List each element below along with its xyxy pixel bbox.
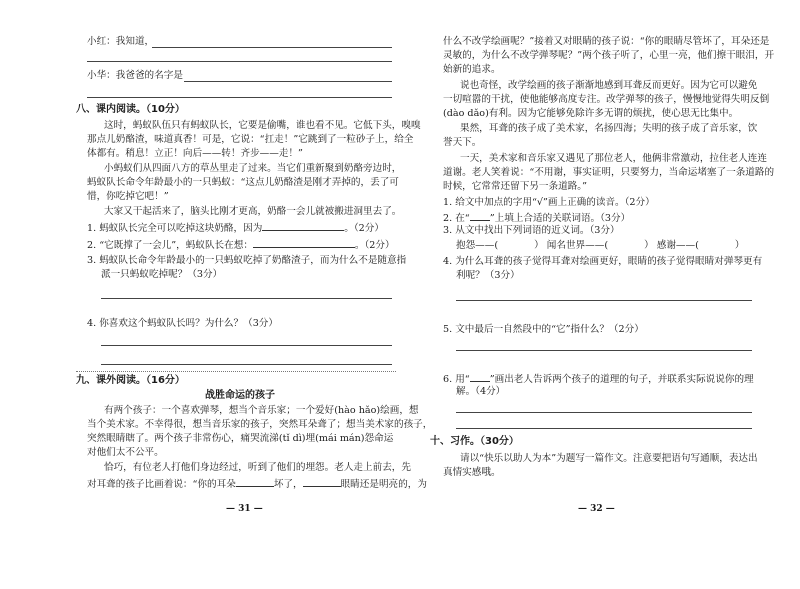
answer-line[interactable] xyxy=(456,350,752,351)
question-text: 2. “它既撑了一会儿” xyxy=(87,240,177,251)
paragraph-line: 有两个孩子：一个喜欢弹琴，想当个音乐家；一个爱好(hào hǎo)绘画，想 xyxy=(104,405,419,416)
answer-blank[interactable] xyxy=(236,477,274,487)
answer-blank[interactable] xyxy=(470,211,490,221)
paragraph-line: 那点儿奶酪渣，味道真香！可是，它说：“扛走！”它跳到了一粒砂子上，给全 xyxy=(87,134,414,145)
question-text: ，蚂蚁队长在想： xyxy=(176,240,253,251)
paragraph-line: 说也奇怪，改学绘画的孩子渐渐地感到耳聋反而更好。因为它可以避免 xyxy=(460,80,758,91)
paragraph-line: 这时，蚂蚁队伍只有蚂蚁队长，它要是偷嘴，谁也看不见。它低下头，嗅嗅 xyxy=(104,120,421,131)
paragraph-line: 时候，它常常还留下另一条道路。” xyxy=(443,181,588,192)
answer-line[interactable] xyxy=(456,300,752,301)
answer-blank[interactable] xyxy=(303,477,341,487)
synonym-prompt: ） 感谢——( xyxy=(644,240,699,251)
text: 坏了， xyxy=(273,479,303,490)
question-2 xyxy=(87,238,395,252)
question-2 xyxy=(443,211,630,225)
paragraph-line: 真情实感哦。 xyxy=(443,467,501,478)
page-number: — 32 — xyxy=(578,504,615,514)
paragraph-line: 体都有。稍息！立正！向后——转！齐步——走！” xyxy=(87,148,303,159)
paragraph-line xyxy=(87,477,427,491)
dialog-xiaohua: 小华：我爸爸的名字是 xyxy=(87,70,183,81)
question-text: 1. 蚂蚁队长完全可以吃掉这块奶酪，因为 xyxy=(87,223,263,234)
paragraph-line: 蚂蚁队长命令年龄最小的一只蚂蚁：“这点儿奶酪渣是刚才弄掉的，丢了可 xyxy=(87,177,399,188)
answer-blank[interactable] xyxy=(253,238,355,248)
question-text: ”上填上合适的关联词语。（3分） xyxy=(489,213,631,224)
question-3-line: 派一只蚂蚁吃掉呢？（3分） xyxy=(101,269,223,280)
story-title: 战胜命运的孩子 xyxy=(205,390,275,401)
question-6 xyxy=(443,372,754,386)
question-4-line: 4. 为什么耳聋的孩子觉得耳聋对绘画更好，眼睛的孩子觉得眼睛对弹琴更有 xyxy=(443,256,763,267)
question-6-line: 解。（4分） xyxy=(456,386,506,397)
paragraph-line: 对他们太不公平。 xyxy=(87,447,164,458)
section-10-title: 十、习作。（30分） xyxy=(430,436,519,447)
answer-line-xiaohong[interactable] xyxy=(152,47,392,48)
paragraph-line: 一天，美术家和音乐家又遇见了那位老人，他俩非常激动，拉住老人连连 xyxy=(460,153,767,164)
text: 眼睛还是明亮的，为 xyxy=(340,479,427,490)
paragraph-line: 突然眼睛瞎了。两个孩子非常伤心，痛哭流涕(tǐ dì)埋(mái mán)怨命运 xyxy=(87,433,394,444)
paragraph-line: 果然，耳聋的孩子成了美术家，名扬四海；失明的孩子成了音乐家，饮 xyxy=(460,123,758,134)
answer-line-xiaohua[interactable] xyxy=(184,81,392,82)
answer-blank[interactable] xyxy=(470,372,490,382)
synonym-prompt: 抱怨——( xyxy=(456,240,499,251)
question-4: 4. 你喜欢这个蚂蚁队长吗？为什么？（3分） xyxy=(87,318,278,329)
synonym-prompt: ） 闻名世界——( xyxy=(534,240,609,251)
paragraph-line: 当个美术家。不幸得很，想当音乐家的孩子，突然耳朵聋了；想当美术家的孩子， xyxy=(87,419,433,430)
paragraph-line: 小蚂蚁们从四面八方的草丛里走了过来。当它们重新聚到奶酪旁边时， xyxy=(104,163,402,174)
paragraph-line: 誉天下。 xyxy=(443,137,482,148)
answer-line[interactable] xyxy=(101,298,392,299)
answer-line[interactable] xyxy=(456,412,752,413)
answer-line[interactable] xyxy=(87,61,392,62)
paragraph-line: 惜，你吃掉它吧！” xyxy=(87,191,169,202)
question-3-line: 3. 蚂蚁队长命令年龄最小的一只蚂蚁吃掉了奶酪渣子，而为什么不是随意指 xyxy=(87,255,407,266)
answer-line[interactable] xyxy=(101,364,392,365)
paragraph-line: 什么不改学绘画呢？”接着又对眼睛的孩子说：“你的眼睛尽管坏了，耳朵还是 xyxy=(443,36,770,47)
answer-line[interactable] xyxy=(101,345,392,346)
question-5: 5. 文中最后一自然段中的“它”指什么？（2分） xyxy=(443,324,644,335)
right-page xyxy=(400,0,800,589)
question-score: 。（2分） xyxy=(344,223,384,234)
paragraph-line: 灵敏的，为什么不改学弹琴呢？”两个孩子听了，心里一亮，他们擦干眼泪，开 xyxy=(443,50,775,61)
answer-line[interactable] xyxy=(456,428,752,429)
paragraph-line: 一切喧嚣的干扰，使他能够高度专注。改学弹琴的孩子，慢慢地觉得失明反倒 xyxy=(443,94,770,105)
paragraph-line: 请以“快乐以助人为本”为题写一篇作文。注意要把语句写通顺，表达出 xyxy=(460,453,758,464)
question-text: 2. 在“ xyxy=(443,213,470,224)
paragraph-line: 道谢。老人笑着说：“不用谢，事实证明，只要努力，当命运堵塞了一条道路的 xyxy=(443,167,775,178)
divider xyxy=(76,371,396,372)
dialog-xiaohong: 小红：我知道， xyxy=(87,36,155,47)
paragraph-line: 始新的追求。 xyxy=(443,64,501,75)
answer-line[interactable] xyxy=(87,97,392,98)
synonym-prompt: ） xyxy=(734,240,745,251)
question-text: ”画出老人告诉两个孩子的道理的句子，并联系实际说说你的理 xyxy=(489,374,754,385)
paragraph-line: 恰巧，有位老人打他们身边经过，听到了他们的埋怨。老人走上前去，先 xyxy=(104,462,411,473)
section-8-title: 八、课内阅读。（10分） xyxy=(76,104,185,115)
section-9-title: 九、课外阅读。（16分） xyxy=(76,375,185,386)
answer-blank[interactable] xyxy=(262,221,344,231)
question-score: 。（2分） xyxy=(354,240,395,251)
paragraph-line: 大家又干起活来了，脑头比刚才更高，奶酪一会儿就被搬进洞里去了。 xyxy=(104,206,402,217)
question-1 xyxy=(87,221,384,235)
question-1: 1. 给文中加点的字用“√”画上正确的读音。（2分） xyxy=(443,197,655,208)
question-4-line: 利呢？（3分） xyxy=(456,270,520,281)
page-number: — 31 — xyxy=(226,504,263,514)
question-3: 3. 从文中找出下列词语的近义词。（3分） xyxy=(443,225,620,236)
question-text: 6. 用“ xyxy=(443,374,470,385)
text: 对耳聋的孩子比画着说：“你的耳朵 xyxy=(87,479,236,490)
paragraph-line: (dào dǎo)有利。因为它能够免除许多无谓的烦扰，使心思无比集中。 xyxy=(443,108,739,119)
question-3-synonyms xyxy=(456,240,744,252)
